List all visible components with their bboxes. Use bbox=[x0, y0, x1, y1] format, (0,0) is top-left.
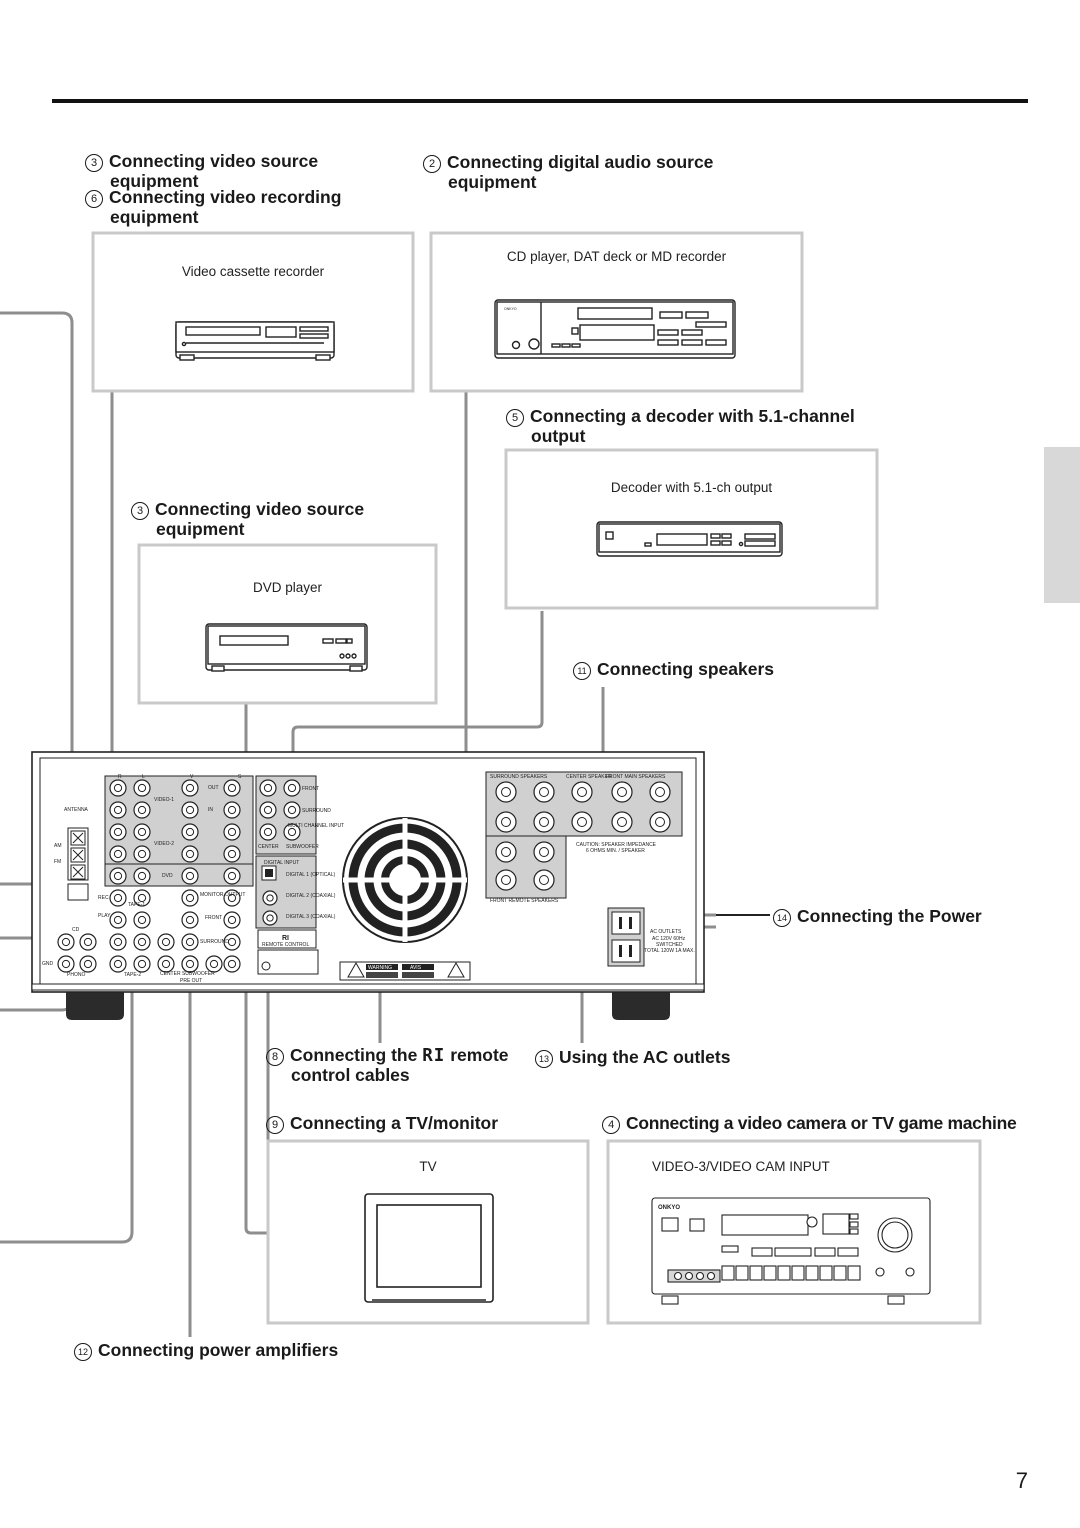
rca-jack-center bbox=[114, 806, 121, 813]
rca-jack-center bbox=[84, 938, 91, 945]
label-s-top: S bbox=[238, 774, 242, 780]
speaker-terminal-center bbox=[540, 818, 549, 827]
decoder-label: Decoder with 5.1-ch output bbox=[610, 480, 773, 495]
rca-jack-center bbox=[114, 872, 121, 879]
cd-box bbox=[431, 233, 802, 391]
speaker-terminal-center bbox=[502, 876, 511, 885]
speaker-terminal-center bbox=[502, 848, 511, 857]
label-ac-outlets: AC OUTLETS bbox=[650, 929, 682, 935]
label-am: AM bbox=[54, 843, 62, 849]
rca-jack-center bbox=[84, 960, 91, 967]
dvd-box bbox=[139, 545, 436, 703]
label-fm: FM bbox=[54, 859, 62, 865]
vcr-label: Video cassette recorder bbox=[181, 264, 325, 279]
label-mc-front: FRONT bbox=[302, 786, 320, 792]
label-multi-channel: MULTI CHANNEL INPUT bbox=[288, 823, 345, 829]
cd-label: CD player, DAT deck or MD recorder bbox=[506, 249, 727, 264]
rca-jack-center bbox=[186, 872, 193, 879]
heading-video-source-dvd: 3 Connecting video source equipment bbox=[131, 500, 431, 538]
rca-jack-center bbox=[186, 850, 193, 857]
rca-jack-center bbox=[114, 916, 121, 923]
rca-jack-center bbox=[162, 938, 169, 945]
speaker-terminal-center bbox=[578, 788, 587, 797]
label-in-1: IN bbox=[208, 807, 213, 813]
label-remote-control: REMOTE CONTROL bbox=[262, 942, 310, 948]
rca-jack-center bbox=[228, 960, 235, 967]
cd-brand: ONKYO bbox=[504, 307, 517, 311]
rca-jack-center bbox=[114, 960, 121, 967]
rca-jack-center bbox=[228, 872, 235, 879]
rca-jack-center bbox=[114, 828, 121, 835]
heading-decoder: 5 Connecting a decoder with 5.1-channel output bbox=[506, 407, 906, 445]
rca-jack-center bbox=[288, 784, 295, 791]
heading-remote: 8 Connecting the RI remote control cables bbox=[266, 1046, 536, 1084]
rca-jack-center bbox=[210, 960, 217, 967]
label-digital1: DIGITAL 1 (OPTICAL) bbox=[286, 872, 336, 878]
tv-label: TV bbox=[419, 1159, 437, 1174]
speaker-terminal-center bbox=[502, 788, 511, 797]
rca-jack-center bbox=[264, 784, 271, 791]
rca-jack-center bbox=[186, 960, 193, 967]
label-front: FRONT bbox=[205, 915, 223, 921]
heading-speakers: 11 Connecting speakers bbox=[573, 660, 873, 680]
label-monitor-out: MONITOR OUTPUT bbox=[200, 892, 246, 898]
rca-jack-center bbox=[114, 784, 121, 791]
label-video2: VIDEO-2 bbox=[154, 841, 175, 847]
rca-jack-center bbox=[162, 960, 169, 967]
label-mc-sub: SUBWOOFER bbox=[286, 844, 319, 850]
label-warning: WARNING bbox=[368, 965, 392, 971]
speaker-terminal-center bbox=[656, 818, 665, 827]
rca-jack-center bbox=[138, 872, 145, 879]
rca-jack-center bbox=[138, 894, 145, 901]
front-panel-brand: ONKYO bbox=[658, 1205, 681, 1211]
speaker-terminal-center bbox=[540, 788, 549, 797]
label-play: PLAY bbox=[98, 913, 111, 919]
heading-video-recording: 6 Connecting video recording equipment bbox=[85, 188, 405, 226]
label-digital-input: DIGITAL INPUT bbox=[264, 860, 300, 866]
label-digital3: DIGITAL 3 (COAXIAL) bbox=[286, 914, 336, 920]
label-tape1: TAPE-1 bbox=[128, 902, 146, 908]
rca-jack-center bbox=[228, 806, 235, 813]
videocam-box bbox=[608, 1141, 980, 1323]
speaker-terminal-center bbox=[618, 788, 627, 797]
rca-jack-center bbox=[267, 915, 273, 921]
rca-jack-center bbox=[186, 828, 193, 835]
label-v-top: V bbox=[190, 774, 194, 780]
label-r-top: R bbox=[118, 774, 122, 780]
label-phono: PHONO bbox=[67, 972, 86, 978]
rca-jack-center bbox=[228, 784, 235, 791]
label-l-top: L bbox=[142, 774, 145, 780]
rca-jack-center bbox=[114, 894, 121, 901]
label-total: TOTAL 120W 1A MAX. bbox=[644, 948, 695, 954]
heading-power-amps: 12 Connecting power amplifiers bbox=[74, 1341, 394, 1361]
heading-digital-audio: 2 Connecting digital audio source equipment bbox=[423, 153, 763, 191]
rca-jack-center bbox=[114, 850, 121, 857]
rca-jack-center bbox=[228, 850, 235, 857]
label-cd: CD bbox=[72, 927, 80, 933]
speaker-terminal-center bbox=[540, 876, 549, 885]
rca-jack-center bbox=[138, 784, 145, 791]
rca-jack-center bbox=[228, 828, 235, 835]
label-dvd: DVD bbox=[162, 873, 173, 879]
rca-jack-center bbox=[186, 938, 193, 945]
label-gnd: GND bbox=[42, 961, 54, 967]
speaker-terminal-center bbox=[502, 818, 511, 827]
rca-jack-center bbox=[138, 828, 145, 835]
label-avis: AVIS bbox=[410, 965, 422, 971]
heading-power: 14 Connecting the Power bbox=[773, 907, 1053, 927]
rca-jack-center bbox=[288, 828, 295, 835]
label-preout: PRE OUT bbox=[180, 978, 203, 984]
label-mc-center: CENTER bbox=[258, 844, 279, 850]
speaker-terminal-center bbox=[656, 788, 665, 797]
label-surround-speakers: SURROUND SPEAKERS bbox=[490, 774, 548, 780]
speaker-terminal-center bbox=[578, 818, 587, 827]
label-front-main: FRONT MAIN SPEAKERS bbox=[606, 774, 666, 780]
heading-ac-outlets: 13 Using the AC outlets bbox=[535, 1048, 775, 1068]
rca-jack-center bbox=[186, 916, 193, 923]
rca-jack-center bbox=[267, 895, 273, 901]
label-caution2: 6 OHMS MIN. / SPEAKER bbox=[586, 848, 645, 854]
label-center-sub: CENTER SUBWOOFER bbox=[160, 971, 215, 977]
label-front-remote: FRONT REMOTE SPEAKERS bbox=[490, 898, 559, 904]
heading-video-camera: 4 Connecting a video camera or TV game machine bbox=[602, 1114, 1062, 1134]
rca-jack-center bbox=[264, 806, 271, 813]
rear-panel bbox=[32, 752, 704, 1020]
rca-jack-center bbox=[228, 938, 235, 945]
rca-jack-center bbox=[138, 806, 145, 813]
label-surround: SURROUND bbox=[200, 939, 229, 945]
rca-jack-center bbox=[138, 850, 145, 857]
label-ac-rating: AC 120V 60Hz bbox=[652, 936, 686, 942]
label-video1: VIDEO-1 bbox=[154, 797, 175, 803]
speaker-terminal-center bbox=[540, 848, 549, 857]
rca-jack-center bbox=[62, 960, 69, 967]
foot-right bbox=[612, 990, 670, 1020]
label-caution: CAUTION: SPEAKER IMPEDANCE bbox=[576, 842, 657, 848]
label-ri: RI bbox=[282, 935, 289, 942]
heading-video-source-top: 3 Connecting video source equipment bbox=[85, 152, 405, 190]
label-out-1: OUT bbox=[208, 785, 219, 791]
vcr-box bbox=[93, 233, 413, 391]
rca-jack-center bbox=[186, 894, 193, 901]
speaker-terminal-center bbox=[618, 818, 627, 827]
rca-jack-center bbox=[186, 806, 193, 813]
label-switched: SWITCHED bbox=[656, 942, 683, 948]
rca-jack-center bbox=[138, 960, 145, 967]
rca-jack-center bbox=[228, 916, 235, 923]
rca-jack-center bbox=[264, 828, 271, 835]
rca-jack-center bbox=[138, 916, 145, 923]
label-antenna: ANTENNA bbox=[64, 807, 88, 813]
videocam-label: VIDEO-3/VIDEO CAM INPUT bbox=[652, 1159, 830, 1174]
rca-jack-center bbox=[138, 938, 145, 945]
foot-left bbox=[66, 990, 124, 1020]
page-number: 7 bbox=[1015, 1468, 1028, 1493]
heading-tv-monitor: 9 Connecting a TV/monitor bbox=[266, 1114, 546, 1134]
ri-logo: RI bbox=[422, 1046, 446, 1066]
label-digital2: DIGITAL 2 (COAXIAL) bbox=[286, 893, 336, 899]
label-center-speaker: CENTER SPEAKER bbox=[566, 774, 612, 780]
label-tape2: TAPE-2 bbox=[124, 972, 142, 978]
label-mc-surround: SURROUND bbox=[302, 808, 331, 814]
tv-box bbox=[268, 1141, 588, 1323]
rca-jack-center bbox=[288, 806, 295, 813]
label-rec: REC bbox=[98, 895, 109, 901]
dvd-label: DVD player bbox=[252, 580, 323, 595]
rca-jack-center bbox=[186, 784, 193, 791]
rca-jack-center bbox=[114, 938, 121, 945]
decoder-box bbox=[506, 450, 877, 608]
rca-jack-center bbox=[62, 938, 69, 945]
